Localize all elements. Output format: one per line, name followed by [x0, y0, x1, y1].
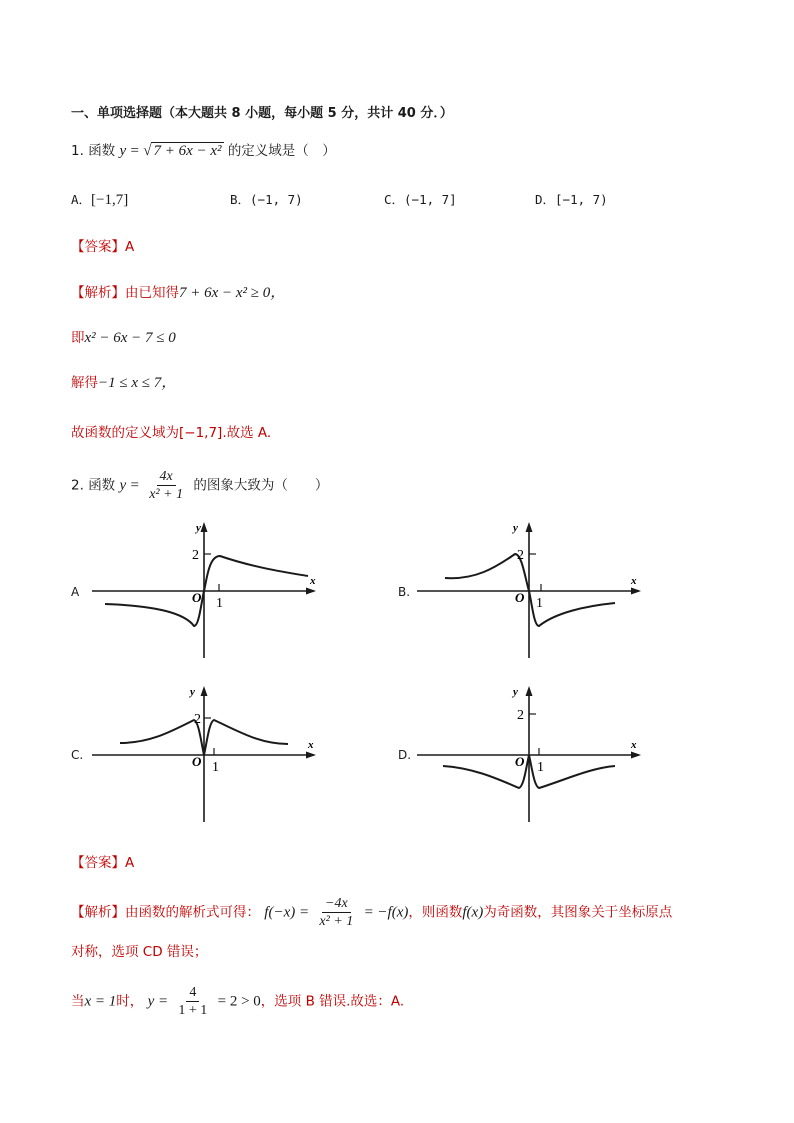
y-axis-label: y [513, 522, 518, 534]
fraction [175, 984, 210, 1019]
function-variable: y [119, 477, 127, 494]
analysis-math-rhs: = −f(x) [363, 904, 409, 921]
analysis-2-line-1 [71, 895, 672, 930]
analysis-1-line-2 [71, 326, 176, 347]
graph-b [415, 518, 655, 668]
y-tick-label: 2 [517, 708, 524, 723]
x-tick-label: 1 [536, 596, 543, 611]
analysis-1-line-1 [71, 281, 285, 302]
graph-d-label[interactable]: D. [398, 748, 412, 762]
option-label: B． [230, 192, 251, 207]
x-axis-arrow [631, 752, 641, 759]
option-c[interactable] [384, 190, 457, 208]
analysis-math: −1 ≤ x ≤ 7， [98, 375, 177, 391]
option-value: [−1, 7) [555, 192, 608, 207]
x-axis-arrow [631, 588, 641, 595]
y-axis-label: y [513, 686, 518, 698]
analysis-math-y: y = [147, 993, 169, 1010]
answer-value: A [125, 239, 135, 255]
analysis-text: ，选项 B 错误.故选：A. [260, 993, 405, 1010]
x-axis-label: x [631, 739, 637, 751]
analysis-math-lhs: f(−x) = [264, 904, 310, 921]
fraction-denominator: 1 + 1 [178, 1003, 208, 1018]
equals-sign: = [130, 143, 139, 159]
graph-a [90, 518, 330, 668]
y-axis-arrow [526, 522, 533, 532]
option-value: (−1, 7) [250, 192, 303, 207]
x-tick-label: 1 [212, 760, 219, 775]
origin-label: O [515, 754, 525, 769]
answer-tag: 【答案】 [71, 855, 125, 871]
y-axis-label: y [190, 686, 195, 698]
analysis-text: ，则函数 [408, 904, 463, 921]
y-axis-arrow [201, 686, 208, 696]
answer-2 [71, 851, 134, 871]
question-2 [71, 468, 328, 503]
x-axis-arrow [306, 588, 316, 595]
x-axis-arrow [306, 752, 316, 759]
graph-d [415, 682, 655, 832]
question-stem-suffix: 的图象大致为（ ） [193, 477, 329, 494]
analysis-1-line-3 [71, 371, 176, 392]
analysis-text: 当 [71, 993, 85, 1010]
x-axis-label: x [308, 739, 314, 751]
x-axis-label: x [631, 575, 637, 587]
graph-a-label[interactable]: A [71, 585, 80, 599]
analysis-text: 即 [71, 330, 85, 346]
option-a[interactable] [71, 190, 128, 209]
question-stem-prefix: 函数 [88, 477, 116, 494]
function-variable: y [119, 143, 127, 159]
option-label: C． [384, 192, 405, 207]
question-number: 2. [71, 477, 84, 494]
analysis-math: 7 + 6x − x² ≥ 0， [179, 285, 286, 301]
analysis-math-fx: f(x) [462, 904, 484, 921]
x-tick-label: 1 [216, 596, 223, 611]
analysis-math-cond: x = 1 [84, 993, 117, 1010]
option-value: [−1,7] [91, 192, 129, 208]
answer-tag: 【答案】 [71, 239, 125, 255]
analysis-text: 为奇函数，其图象关于坐标原点 [483, 904, 673, 921]
option-value: (−1, 7] [404, 192, 457, 207]
fraction-denominator: x² + 1 [149, 487, 184, 502]
equals-sign: = [130, 477, 139, 494]
y-tick-label: 2 [517, 548, 524, 563]
y-axis-arrow [526, 686, 533, 696]
analysis-math-result: = 2 > 0 [217, 993, 261, 1010]
y-tick-label: 2 [192, 548, 199, 563]
fraction-numerator: −4x [322, 895, 351, 913]
graph-c-label[interactable]: C. [71, 748, 84, 762]
origin-label: O [192, 590, 202, 605]
y-tick-label: 2 [194, 712, 201, 727]
fraction-denominator: x² + 1 [319, 914, 354, 929]
answer-value: A [125, 855, 135, 871]
graph-c [90, 682, 330, 832]
option-b[interactable] [230, 190, 303, 208]
option-label: A． [71, 192, 92, 207]
x-axis-label: x [310, 575, 316, 587]
analysis-2-line-3 [71, 984, 404, 1019]
analysis-tag: 【解析】 [71, 904, 125, 921]
fraction [146, 468, 186, 503]
question-number: 1. [71, 143, 84, 159]
graph-b-label[interactable]: B. [398, 585, 411, 599]
fraction [316, 895, 356, 930]
analysis-2-line-2: 对称，选项 CD 错误； [71, 944, 208, 960]
curve [445, 554, 615, 626]
analysis-text: 解得 [71, 375, 98, 391]
analysis-math: x² − 6x − 7 ≤ 0 [84, 330, 176, 346]
question-1 [71, 139, 336, 160]
question-stem-prefix: 函数 [88, 143, 116, 159]
sqrt-expression: √ 7 + 6x − x² [143, 143, 222, 159]
fraction-numerator: 4 [186, 984, 199, 1002]
answer-1 [71, 235, 134, 255]
x-tick-label: 1 [537, 760, 544, 775]
section-title: 一、单项选择题（本大题共 8 小题，每小题 5 分，共计 40 分．） [71, 106, 453, 121]
option-d[interactable] [535, 190, 608, 208]
radicand: 7 + 6x − x² [153, 143, 222, 159]
analysis-text: 由函数的解析式可得： [125, 904, 260, 921]
option-label: D． [535, 192, 556, 207]
origin-label: O [515, 590, 525, 605]
analysis-tag: 【解析】 [71, 285, 125, 301]
analysis-1-line-4: 故函数的定义域为[−1,7].故选 A. [71, 425, 272, 441]
question-stem-suffix: 的定义域是（ ） [227, 143, 336, 159]
analysis-text: 由已知得 [125, 285, 179, 301]
y-axis-label: y [196, 522, 201, 534]
y-axis-arrow [201, 522, 208, 532]
analysis-text: 时， [116, 993, 144, 1010]
fraction-numerator: 4x [157, 468, 176, 486]
origin-label: O [192, 754, 202, 769]
